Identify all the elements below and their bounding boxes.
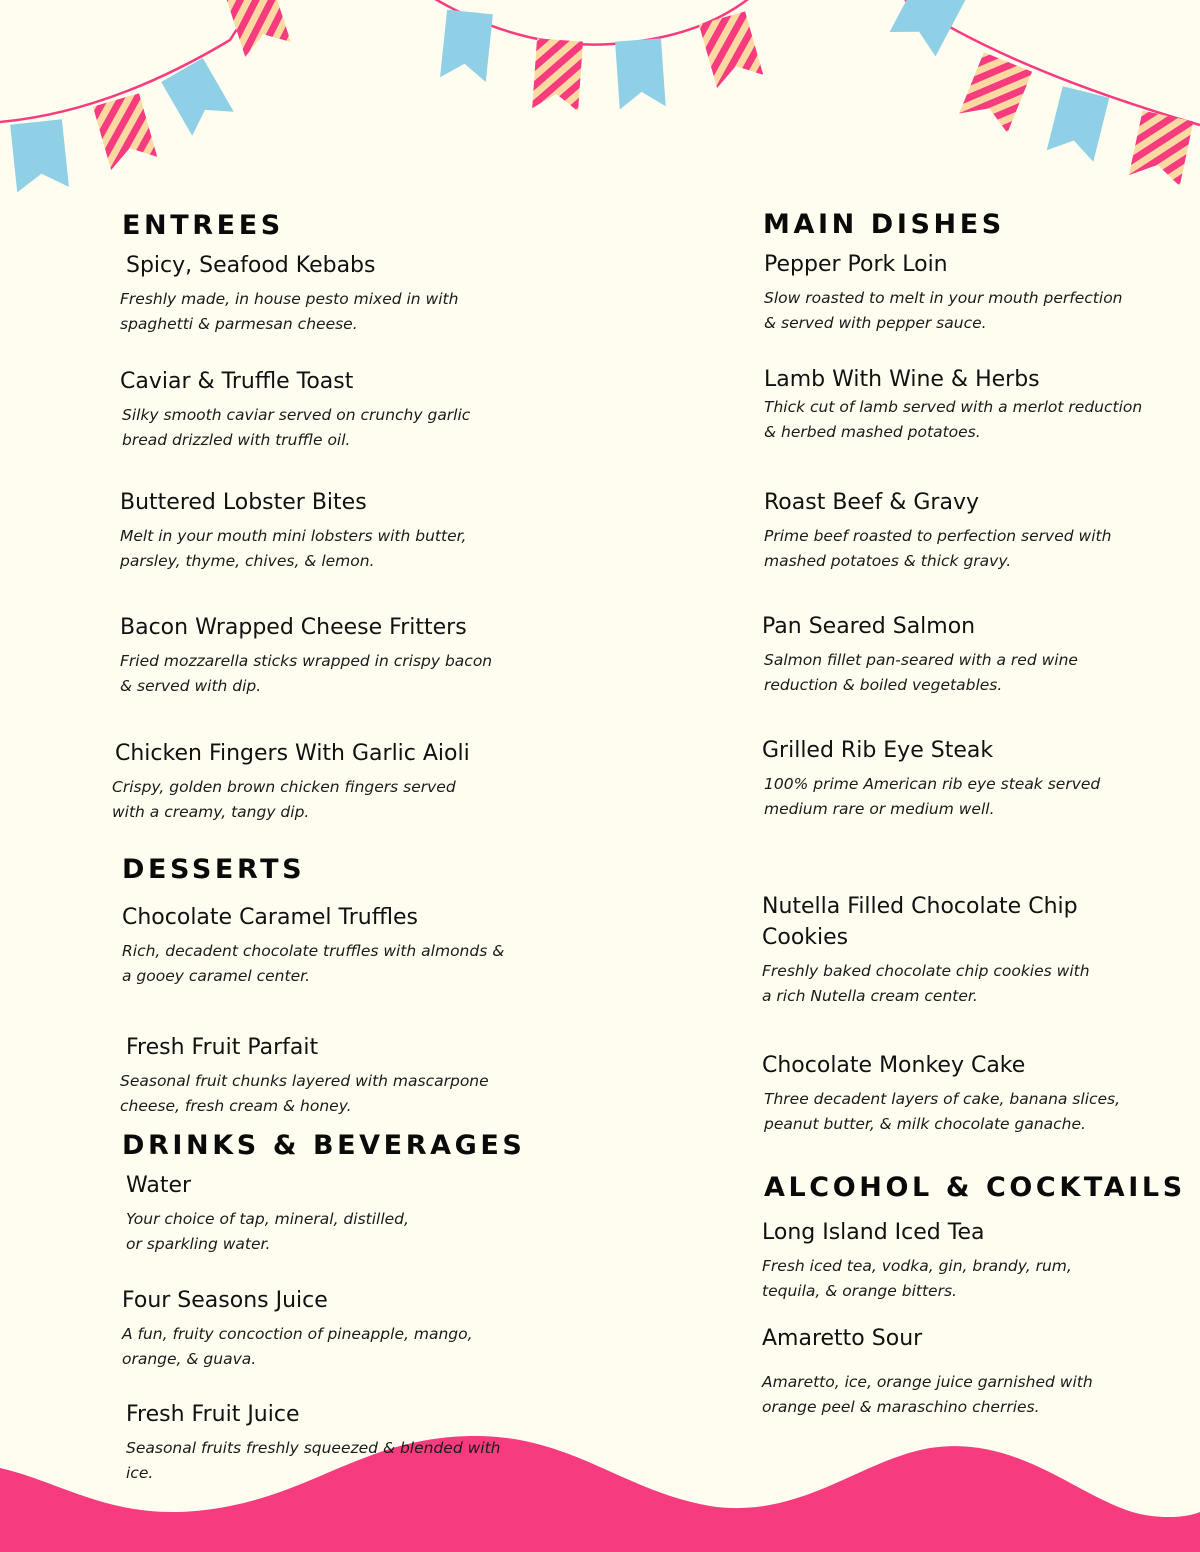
item-name: Pan Seared Salmon bbox=[762, 614, 976, 639]
item-description: Salmon fillet pan-seared with a red wine reduction & boiled vegetables. bbox=[764, 651, 1078, 694]
item-description: 100% prime American rib eye steak served medium rare or medium well. bbox=[764, 775, 1101, 818]
item-description: Freshly baked chocolate chip cookies with a rich Nutella cream center. bbox=[762, 962, 1090, 1005]
section-title-alcohol: ALCOHOL & COCKTAILS bbox=[764, 1172, 1186, 1203]
menu-item bbox=[762, 1217, 1072, 1304]
menu-item bbox=[762, 891, 1090, 1009]
item-description: Freshly made, in house pesto mixed in with spaghetti & parmesan cheese. bbox=[120, 290, 459, 333]
menu-item bbox=[120, 612, 492, 699]
item-description: Crispy, golden brown chicken fingers served with a creamy, tangy dip. bbox=[112, 778, 456, 821]
flag-blue bbox=[1047, 86, 1110, 162]
flag-striped bbox=[532, 38, 583, 111]
menu-item bbox=[762, 1323, 1093, 1420]
item-name: Water bbox=[126, 1173, 192, 1198]
item-name: Nutella Filled Chocolate Chip Cookies bbox=[762, 894, 1078, 950]
item-name: Pepper Pork Loin bbox=[764, 252, 948, 277]
menu-item bbox=[120, 366, 470, 453]
item-description: Amaretto, ice, orange juice garnished with orange peel & maraschino cherries. bbox=[762, 1373, 1093, 1416]
item-name: Spicy, Seafood Kebabs bbox=[126, 253, 376, 278]
item-name: Chocolate Caramel Truffles bbox=[122, 905, 418, 930]
flag-striped bbox=[1129, 111, 1194, 186]
menu-item bbox=[764, 487, 1111, 574]
item-name: Roast Beef & Gravy bbox=[764, 490, 979, 515]
menu-item bbox=[126, 1399, 501, 1486]
menu-item bbox=[764, 364, 1142, 445]
flag-blue bbox=[440, 10, 493, 82]
item-name: Chicken Fingers With Garlic Aioli bbox=[115, 741, 470, 766]
flag-striped bbox=[226, 0, 291, 57]
menu-item bbox=[120, 250, 459, 337]
item-description: Prime beef roasted to perfection served with mashed potatoes & thick gravy. bbox=[764, 527, 1112, 570]
menu-item bbox=[120, 487, 467, 574]
item-description: Fried mozzarella sticks wrapped in crispy bacon & served with dip. bbox=[120, 652, 493, 695]
section-title-main-dishes: MAIN DISHES bbox=[763, 209, 1005, 240]
menu-item bbox=[762, 1050, 1120, 1137]
menu-item bbox=[120, 1032, 489, 1119]
section-title-desserts: DESSERTS bbox=[122, 854, 306, 885]
flag-striped bbox=[699, 11, 763, 88]
flag-striped bbox=[93, 93, 157, 170]
flag-blue bbox=[615, 38, 666, 109]
item-description: Seasonal fruit chunks layered with mascarpone cheese, fresh cream & honey. bbox=[120, 1072, 489, 1115]
item-name: Fresh Fruit Juice bbox=[126, 1402, 300, 1427]
menu-item bbox=[764, 249, 1123, 336]
item-name: Chocolate Monkey Cake bbox=[762, 1053, 1026, 1078]
item-description: Seasonal fruits freshly squeezed & blended with ice. bbox=[126, 1439, 501, 1482]
item-description: Three decadent layers of cake, banana slices, peanut butter, & milk chocolate ganache. bbox=[764, 1090, 1121, 1133]
menu-item bbox=[122, 1285, 473, 1372]
menu-item bbox=[122, 902, 504, 989]
flag-blue bbox=[161, 58, 234, 136]
item-description: Melt in your mouth mini lobsters with butter, parsley, thyme, chives, & lemon. bbox=[120, 527, 467, 570]
section-title-entrees: ENTREES bbox=[122, 210, 284, 241]
item-name: Amaretto Sour bbox=[762, 1326, 923, 1351]
item-description: A fun, fruity concoction of pineapple, mango, orange, & guava. bbox=[122, 1325, 473, 1368]
item-name: Fresh Fruit Parfait bbox=[126, 1035, 319, 1060]
flag-striped bbox=[959, 52, 1032, 133]
item-name: Caviar & Truffle Toast bbox=[120, 369, 354, 394]
item-description: Your choice of tap, mineral, distilled, or sparkling water. bbox=[126, 1210, 409, 1253]
item-description: Fresh iced tea, vodka, gin, brandy, rum, tequila, & orange bitters. bbox=[762, 1257, 1072, 1300]
menu-item bbox=[126, 1170, 409, 1257]
bunting-garland-decoration bbox=[0, 0, 1200, 200]
item-description: Silky smooth caviar served on crunchy garlic bread drizzled with truffle oil. bbox=[122, 406, 471, 449]
menu-item bbox=[762, 611, 1078, 698]
item-name: Buttered Lobster Bites bbox=[120, 490, 367, 515]
flag-blue bbox=[10, 119, 69, 192]
item-name: Four Seasons Juice bbox=[122, 1288, 328, 1313]
item-name: Long Island Iced Tea bbox=[762, 1220, 985, 1245]
item-description: Rich, decadent chocolate truffles with almonds & a gooey caramel center. bbox=[122, 942, 505, 985]
menu-item bbox=[762, 735, 1100, 822]
item-name: Grilled Rib Eye Steak bbox=[762, 738, 994, 763]
item-description: Thick cut of lamb served with a merlot reduction & herbed mashed potatoes. bbox=[764, 398, 1143, 441]
menu-item bbox=[112, 738, 470, 825]
item-name: Lamb With Wine & Herbs bbox=[764, 367, 1040, 392]
section-title-drinks: DRINKS & BEVERAGES bbox=[122, 1130, 526, 1161]
item-name: Bacon Wrapped Cheese Fritters bbox=[120, 615, 467, 640]
item-description: Slow roasted to melt in your mouth perfection & served with pepper sauce. bbox=[764, 289, 1123, 332]
